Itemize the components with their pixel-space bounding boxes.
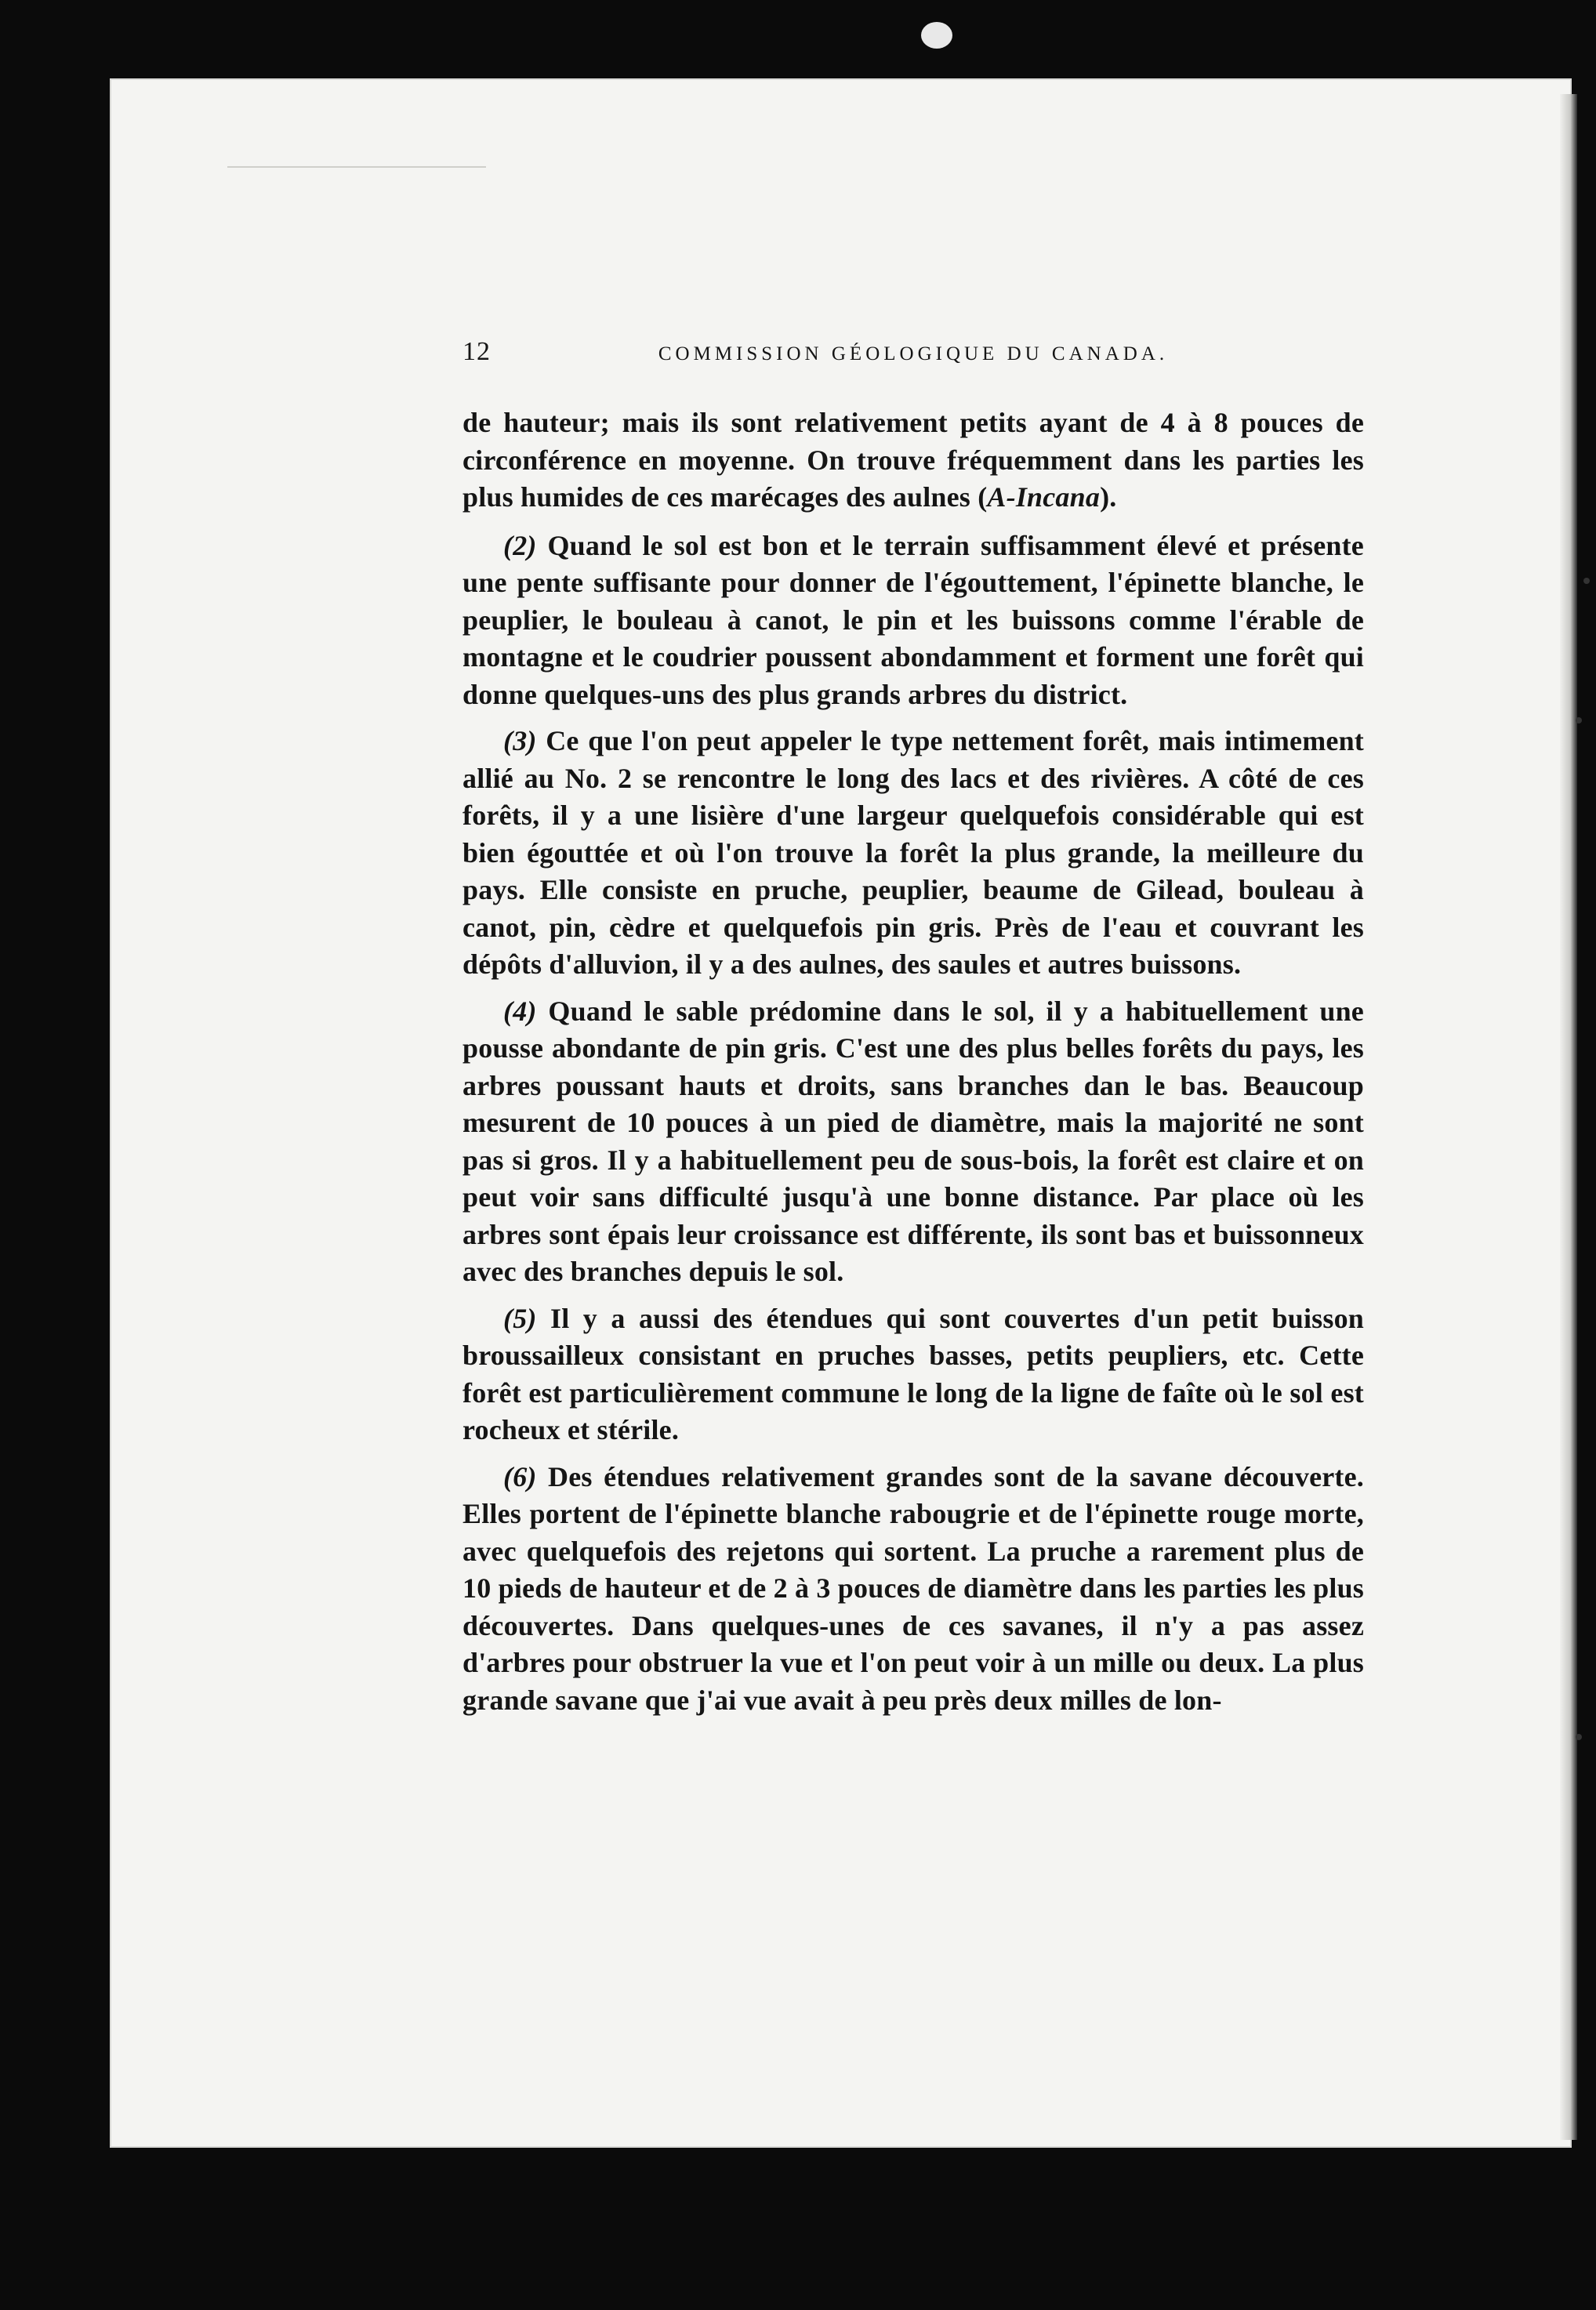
paragraph-item-6 bbox=[462, 1459, 1364, 1720]
page-header bbox=[462, 337, 1364, 375]
margin-speck bbox=[1583, 578, 1590, 584]
top-sheet-shadow-line bbox=[227, 166, 486, 168]
paragraph-item-2 bbox=[462, 528, 1364, 714]
paragraph-number: (4) bbox=[503, 995, 537, 1027]
paragraph-number: (6) bbox=[503, 1460, 537, 1492]
paragraph-number: (2) bbox=[503, 529, 537, 561]
paragraph-item-3 bbox=[462, 723, 1364, 984]
paragraph-text: de hauteur; mais ils sont relativement petits ayant de 4 à 8 pouces de circonférence en moyenne. On trouve fréquemment dans les parties les plus humides de ces marécages des aulnes ( bbox=[462, 407, 1364, 513]
species-name: A-Incana bbox=[987, 481, 1101, 513]
right-sheet-edge bbox=[1560, 94, 1577, 2140]
paragraph-continuation bbox=[462, 404, 1364, 517]
paragraph-number: (5) bbox=[503, 1302, 537, 1334]
binding-hole-mark bbox=[921, 22, 952, 49]
running-head: COMMISSION GÉOLOGIQUE DU CANADA. bbox=[658, 343, 1169, 364]
paragraph-text: Il y a aussi des étendues qui sont couvertes d'un petit buisson broussailleux consistant en pruches basses, petits peupliers, etc. Cette forêt est particulièrement commune le long de la ligne de faîte où le sol est rocheux et stérile. bbox=[462, 1302, 1364, 1445]
paragraph-text: Quand le sable prédomine dans le sol, il y a habituellement une pousse abondante de pin gris. C'est une des plus belles forêts du pays, les arbres poussant hauts et droits, sans branches dan le bas. Beaucoup mesurent de 10 pouces à un pied de diamètre, mais la majorité ne sont pas si gros. Il y a habituellement peu de sous-bois, la forêt est claire et on peut voir sans difficulté jusqu'à une bonne distance. Par place où les arbres sont épais leur croissance est différente, ils sont bas et buissonneux avec des branches depuis le sol. bbox=[462, 995, 1364, 1287]
document-page-content bbox=[462, 337, 1364, 1728]
paragraph-item-4 bbox=[462, 993, 1364, 1291]
margin-speck bbox=[1576, 1734, 1582, 1740]
paragraph-text: Quand le sol est bon et le terrain suffisamment élevé et présente une pente suffisante pour donner de l'égouttement, l'épinette blanche, le peuplier, le bouleau à canot, le pin et les buissons comme l'érable de montagne et le coudrier poussent abondamment et forment une forêt qui donne quelques-uns des plus grands arbres du district. bbox=[462, 529, 1364, 710]
paragraph-suffix: ). bbox=[1100, 481, 1117, 513]
page-number: 12 bbox=[462, 337, 491, 366]
paragraph-number: (3) bbox=[503, 725, 537, 756]
paragraph-text: Des étendues relativement grandes sont de la savane découverte. Elles portent de l'épinette blanche rabougrie et de l'épinette rouge morte, avec quelquefois des rejetons qui sortent. La pruche a rarement plus de 10 pieds de hauteur et de 2 à 3 pouces de diamètre dans les parties les plus découvertes. Dans quelques-unes de ces savanes, il n'y a pas assez d'arbres pour obstruer la vue et l'on peut voir à un mille ou deux. La plus grande savane que j'ai vue avait à peu près deux milles de lon- bbox=[462, 1460, 1364, 1716]
paragraph-text: Ce que l'on peut appeler le type nettement forêt, mais intimement allié au No. 2 se rencontre le long des lacs et des rivières. A côté de ces forêts, il y a une lisière d'une largeur quelquefois considérable qui est bien égouttée et où l'on trouve la forêt la plus grande, la meilleure du pays. Elle consiste en pruche, peuplier, beaume de Gilead, bouleau à canot, pin, cèdre et quelquefois pin gris. Près de l'eau et couvrant les dépôts d'alluvion, il y a des aulnes, des saules et autres buissons. bbox=[462, 725, 1364, 980]
paragraph-item-5 bbox=[462, 1300, 1364, 1449]
margin-speck bbox=[1576, 717, 1582, 723]
